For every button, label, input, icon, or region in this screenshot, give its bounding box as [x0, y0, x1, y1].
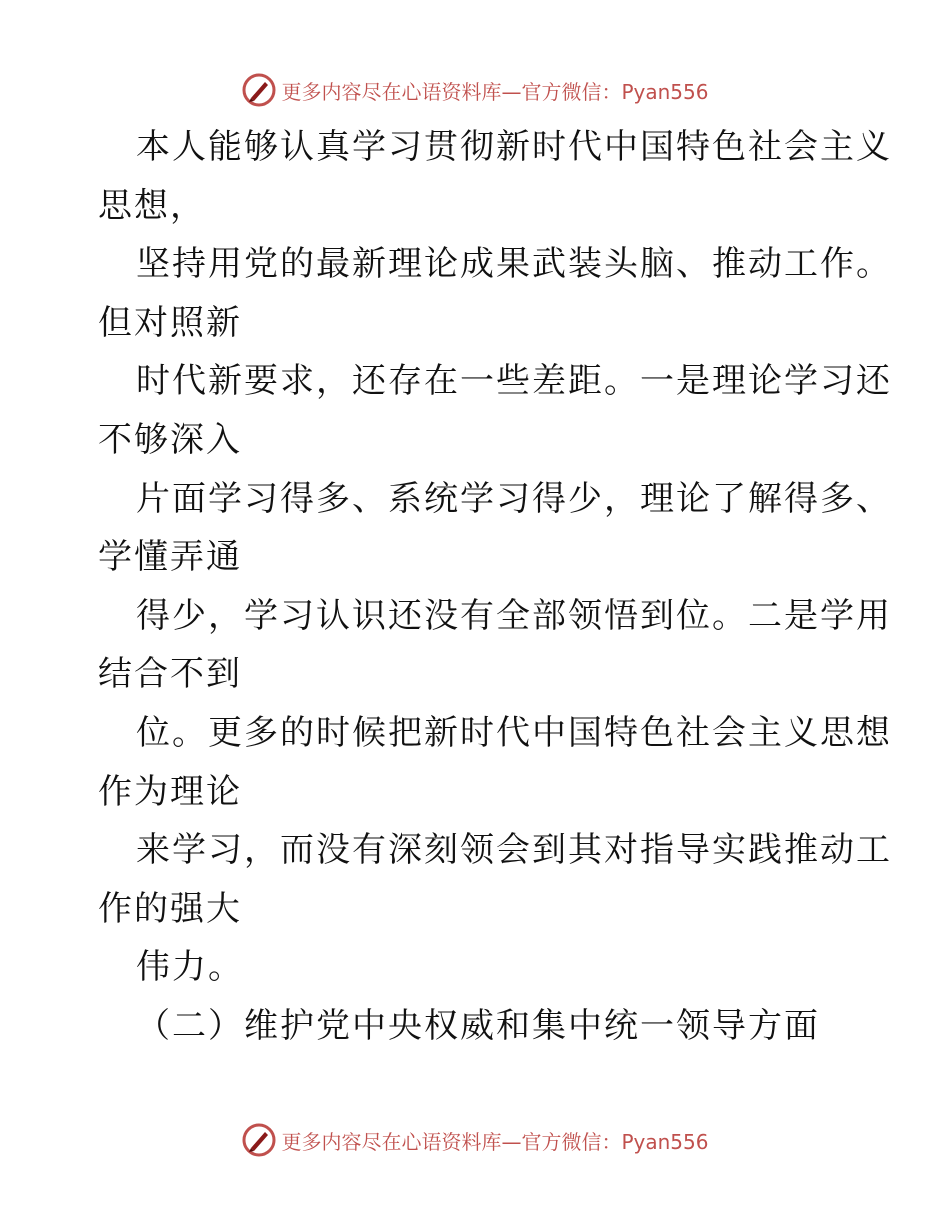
text-line: （二）维护党中央权威和集中统一领导方面	[136, 1005, 820, 1046]
watermark-text: 更多内容尽在心语资料库—官方微信：Pyan556	[281, 1129, 709, 1154]
text-line: 作的强大	[98, 888, 242, 929]
text-line: 得少，学习认识还没有全部领悟到位。二是学用	[136, 595, 892, 636]
watermark	[241, 1122, 708, 1158]
text-line: 时代新要求，还存在一些差距。一是理论学习还	[136, 361, 892, 402]
text-line: 伟力。	[136, 947, 244, 988]
text-line: 思想，	[98, 185, 206, 226]
text-line: 来学习，而没有深刻领会到其对指导实践推动工	[136, 830, 892, 871]
text-line: 不够深入	[98, 419, 242, 460]
page-footer-watermark	[0, 1120, 950, 1160]
text-line: 作为理论	[98, 771, 242, 812]
text-line: 但对照新	[98, 302, 242, 343]
text-line: 结合不到	[98, 654, 242, 695]
watermark-text: 更多内容尽在心语资料库—官方微信：Pyan556	[281, 79, 709, 104]
text-line: 本人能够认真学习贯彻新时代中国特色社会主义	[136, 127, 892, 167]
text-line: 位。更多的时候把新时代中国特色社会主义思想	[136, 712, 892, 753]
document-body	[98, 118, 892, 1056]
pen-logo-icon	[241, 72, 277, 108]
watermark	[241, 72, 708, 108]
page-header-watermark	[0, 70, 950, 110]
text-line: 学懂弄通	[98, 537, 242, 578]
pen-logo-icon	[241, 1122, 277, 1158]
text-line: 坚持用党的最新理论成果武装头脑、推动工作。	[136, 244, 892, 285]
text-line: 片面学习得多、系统学习得少，理论了解得多、	[136, 478, 892, 519]
